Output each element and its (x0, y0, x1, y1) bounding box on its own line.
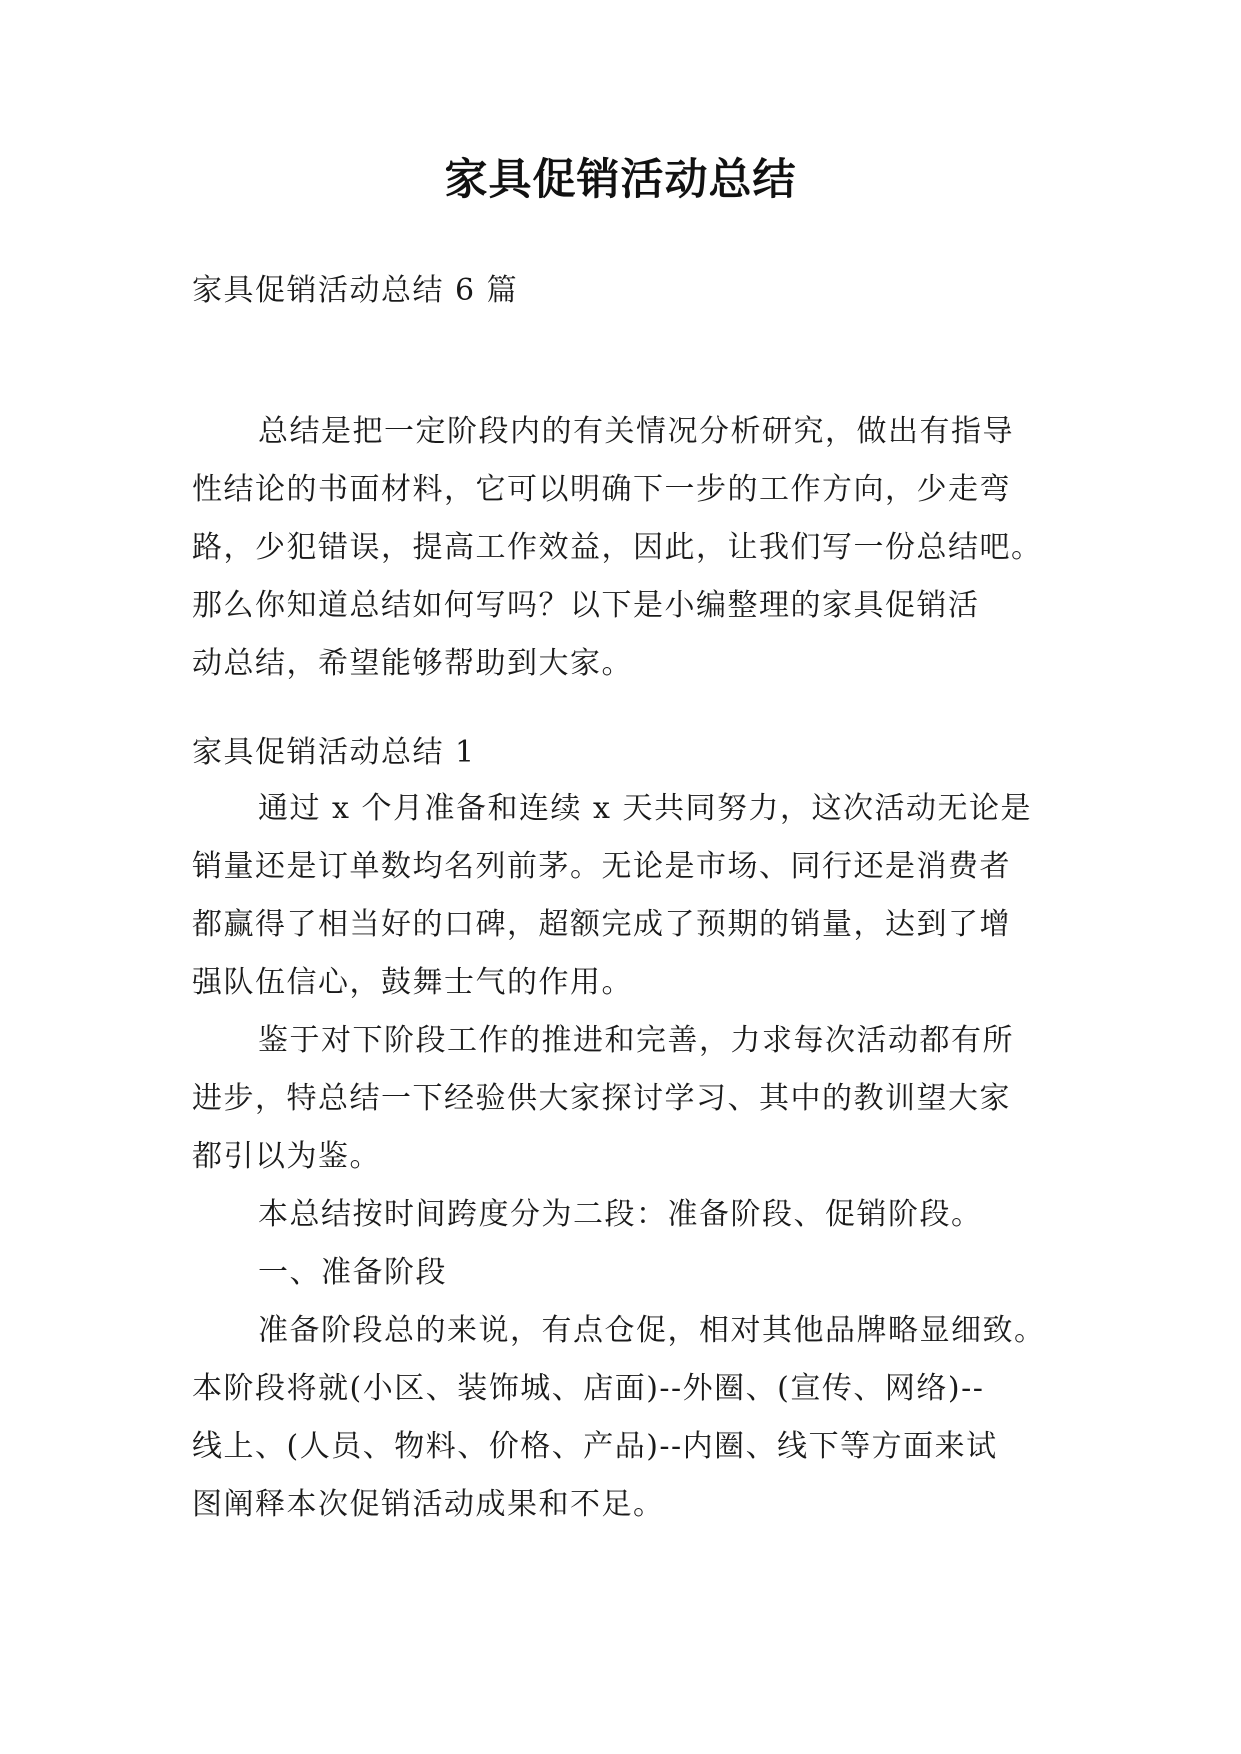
body-line: 准备阶段总的来说，有点仓促，相对其他品牌略显细致。 (258, 1313, 1046, 1348)
intro-line: 总结是把一定阶段内的有关情况分析研究，做出有指导 (258, 414, 1014, 449)
intro-line: 路，少犯错误，提高工作效益，因此，让我们写一份总结吧。 (192, 530, 1043, 565)
body-line: 本阶段将就(小区、装饰城、店面)--外圈、(宣传、网络)-- (192, 1371, 985, 1406)
body-line: 强队伍信心，鼓舞士气的作用。 (192, 965, 633, 1000)
section-heading-text: 家具促销活动总结 1 (192, 735, 476, 770)
intro-line: 性结论的书面材料，它可以明确下一步的工作方向，少走弯 (192, 472, 1011, 507)
body-line: 鉴于对下阶段工作的推进和完善，力求每次活动都有所 (258, 1023, 1014, 1058)
intro-line: 那么你知道总结如何写吗？以下是小编整理的家具促销活 (192, 588, 980, 623)
intro-paragraph (192, 403, 1054, 693)
subtitle-text: 家具促销活动总结 6 篇 (192, 273, 519, 308)
body-line: 通过 x 个月准备和连续 x 天共同努力，这次活动无论是 (258, 791, 1032, 826)
body-line: 进步，特总结一下经验供大家探讨学习、其中的教训望大家 (192, 1081, 1011, 1116)
document-subtitle (192, 262, 1054, 320)
section-body (192, 780, 1054, 1534)
body-line: 都引以为鉴。 (192, 1139, 381, 1174)
body-line: 线上、(人员、物料、价格、产品)--内圈、线下等方面来试 (192, 1429, 998, 1464)
section-heading (192, 724, 1054, 782)
body-line: 都赢得了相当好的口碑，超额完成了预期的销量，达到了增 (192, 907, 1011, 942)
body-line: 销量还是订单数均名列前茅。无论是市场、同行还是消费者 (192, 849, 1011, 884)
document-title: 家具促销活动总结 (444, 155, 797, 205)
body-line: 一、准备阶段 (258, 1255, 447, 1290)
body-line: 图阐释本次促销活动成果和不足。 (192, 1487, 665, 1522)
intro-line: 动总结，希望能够帮助到大家。 (192, 646, 633, 681)
body-line: 本总结按时间跨度分为二段：准备阶段、促销阶段。 (258, 1197, 983, 1232)
